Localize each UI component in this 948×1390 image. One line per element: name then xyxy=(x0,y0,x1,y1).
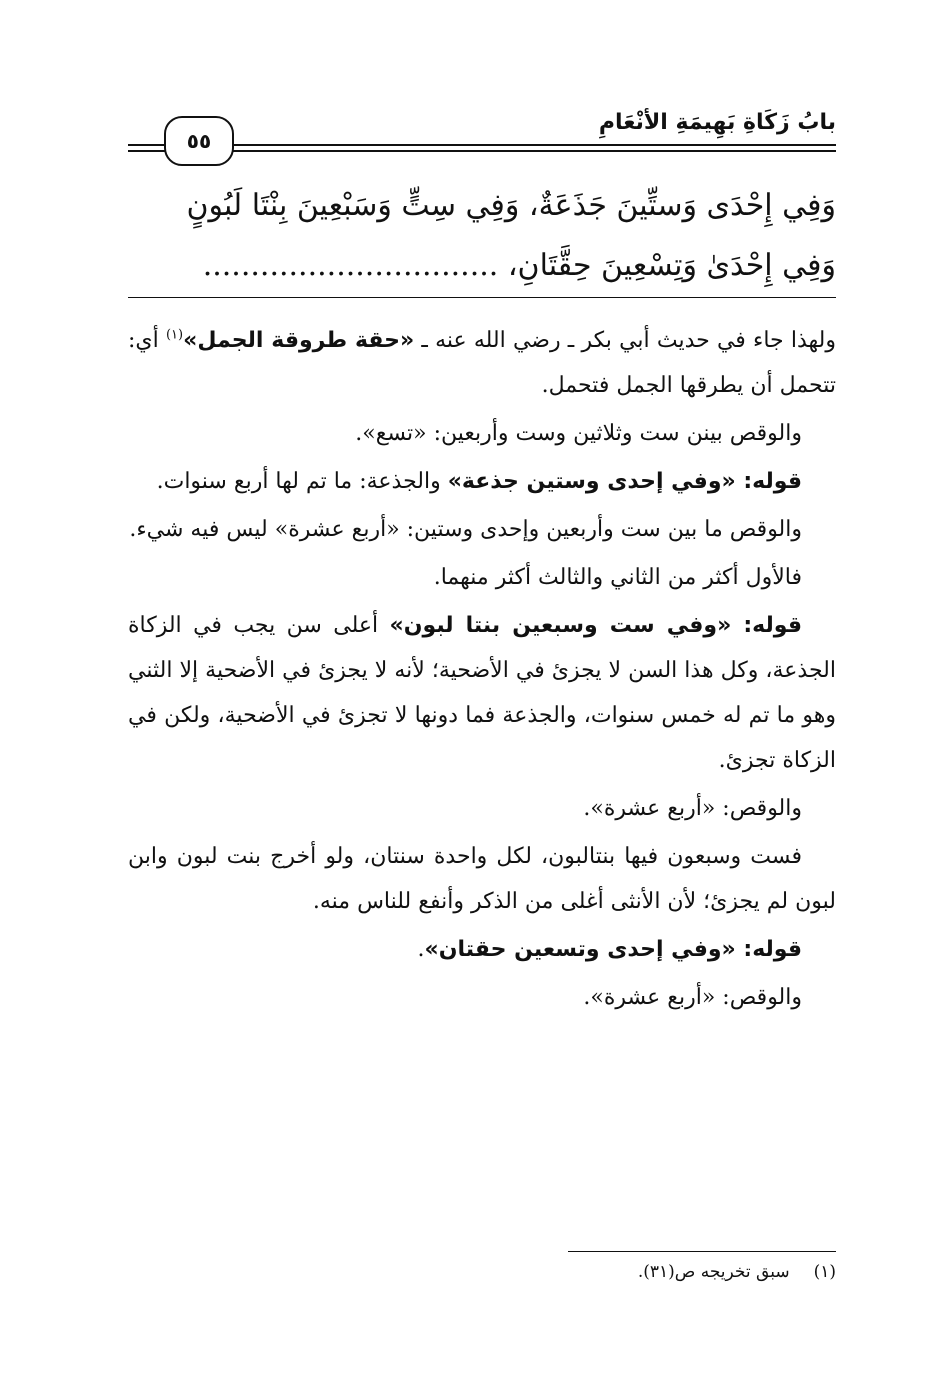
paragraph xyxy=(128,603,836,783)
verse-line-1: وَفِي إِحْدَى وَستِّينَ جَذَعَةٌ، وَفِي سِتٍّ وَسَبْعِينَ بِنْتَا لَبُونٍ xyxy=(186,188,836,223)
paragraph-text: ولهذا جاء في حديث أبي بكر ـ رضي الله عنه ـ xyxy=(414,328,836,353)
paragraph xyxy=(128,318,836,408)
page-number: ٥٥ xyxy=(164,116,234,166)
paragraph: والوقص بينن ست وثلاثين وست وأربعين: «تسع». xyxy=(355,421,802,446)
paragraph-text: والجذعة: ما تم لها أربع سنوات. xyxy=(156,469,448,494)
running-header xyxy=(128,104,836,164)
paragraph xyxy=(128,459,836,504)
paragraph-text: أي: تتحمل أن يطرقها الجمل فتحمل. xyxy=(128,328,836,398)
footnote-separator xyxy=(568,1251,836,1252)
paragraph-text: أعلى سن يجب في الزكاة الجذعة، وكل هذا السن لا يجزئ في الأضحية؛ لأنه لا يجزئ في الأضحية إلا الثني وهو ما تم له خمس سنوات، والجذعة فما دونها لا تجزئ في الأضحية، ولكن في الزكاة تجزئ. xyxy=(128,613,836,773)
paragraph: فالأول أكثر من الثاني والثالث أكثر منهما. xyxy=(433,565,802,590)
verse-separator xyxy=(128,297,836,298)
paragraph: والوقص ما بين ست وأربعين وإحدى وستين: «أربع عشرة» ليس فيه شيء. xyxy=(129,517,802,542)
verse-line-2 xyxy=(128,246,836,286)
hadith-quote: «حقة طروقة الجمل» xyxy=(183,328,415,353)
verse-dots: ............................... xyxy=(202,248,499,283)
commentary-body xyxy=(128,318,836,1023)
header-rule xyxy=(128,144,166,146)
header-rule xyxy=(128,150,166,152)
quoted-text: قوله: «وفي ست وسبعين بنتا لبون» xyxy=(389,613,802,638)
footnote xyxy=(638,1262,836,1282)
header-rule xyxy=(228,150,836,152)
paragraph-text: . xyxy=(417,937,425,962)
quoted-text: قوله: «وفي إحدى وستين جذعة» xyxy=(447,469,802,494)
verse-line-2-text: وَفِي إِحْدَىٰ وَتِسْعِينَ حِقَّتَانِ، xyxy=(507,248,836,283)
footnote-text: سبق تخريجه ص(٣١). xyxy=(637,1262,790,1282)
header-rule xyxy=(228,144,836,146)
chapter-title: بابُ زَكَاةِ بَهِيمَةِ الأنْعَامِ xyxy=(598,110,836,135)
footnote-number: (١) xyxy=(813,1262,836,1282)
footnote-ref: (١) xyxy=(165,327,184,343)
paragraph xyxy=(128,927,836,972)
paragraph: والوقص: «أربع عشرة». xyxy=(583,796,802,821)
quoted-text: قوله: «وفي إحدى وتسعين حقتان» xyxy=(424,937,802,962)
paragraph: فست وسبعون فيها بنتالبون، لكل واحدة سنتان، ولو أخرج بنت لبون وابن لبون لم يجزئ؛ لأن الأنثى أغلى من الذكر وأنفع للناس منه. xyxy=(128,844,836,914)
paragraph: والوقص: «أربع عشرة». xyxy=(583,985,802,1010)
